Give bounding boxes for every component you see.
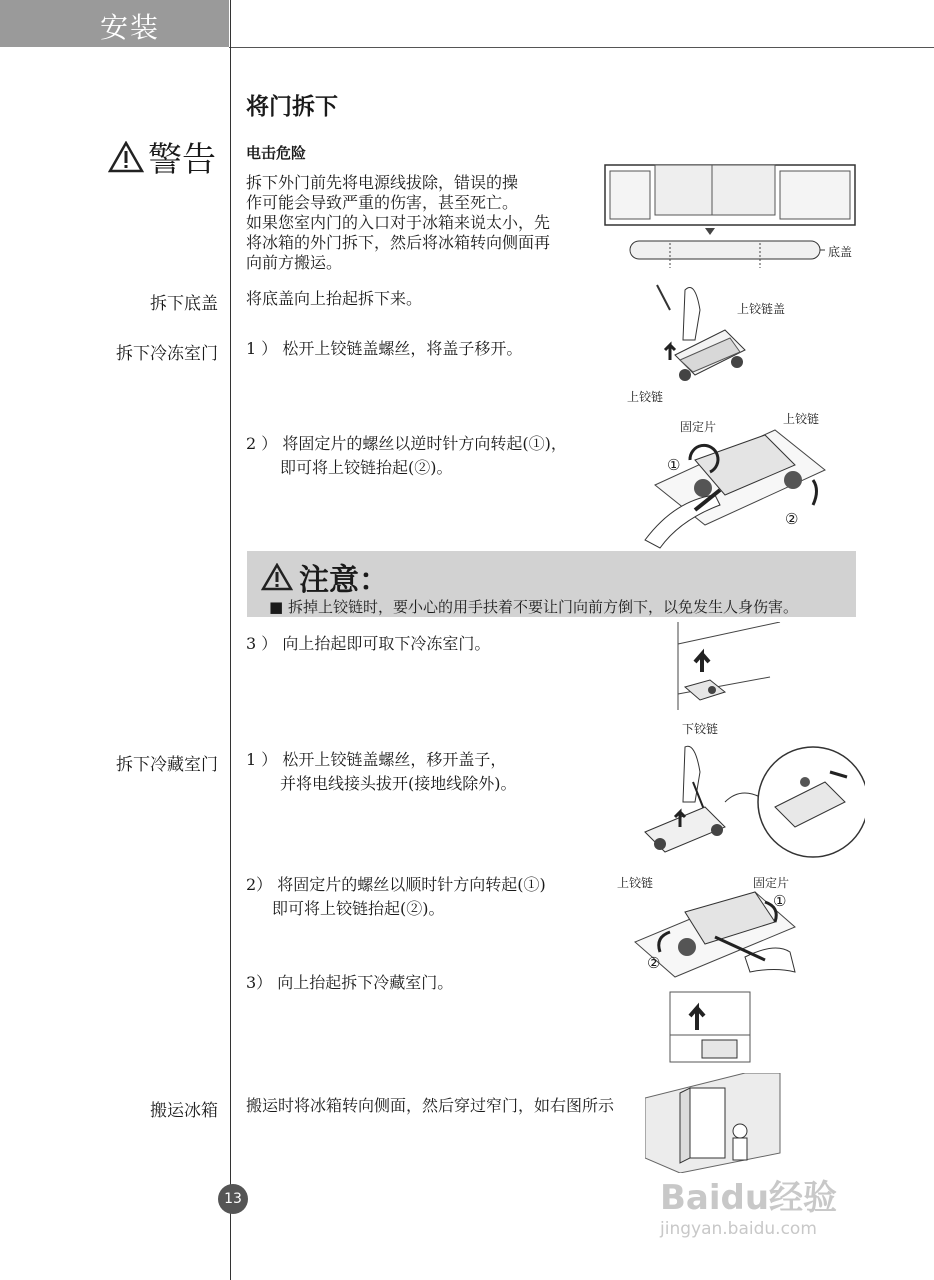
label-upper-hinge-1: 上铰链 [627,390,664,404]
margin-rule [230,0,231,1280]
caution-box [247,551,856,617]
page-title: 将门拆下 [246,94,338,120]
label-upper-hinge-3: 上铰链 [617,876,654,890]
warning-subhead: 电击危险 [246,144,307,162]
label-lower-hinge: 下铰链 [682,722,719,736]
section-title: 安装 [100,11,161,44]
freezer-label: 拆下冷冻室门 [116,344,218,364]
label-fixing-plate-1: 固定片 [680,420,717,434]
watermark [660,1170,837,1239]
fridge-step2-l1: 2） 将固定片的螺丝以顺时针方向转起(①) [246,875,546,894]
caution-text: ■ 拆掉上铰链时，要小心的用手扶着不要让门向前方倒下，以免发生人身伤害。 [269,598,798,616]
fridge-step2-l2: 即可将上铰链抬起(②)。 [272,899,445,918]
section-tab [0,0,229,47]
warning-heading [108,132,216,181]
hinge-cover-figure [625,280,805,404]
warning-text [246,173,550,273]
move-text: 搬运时将冰箱转向侧面，然后穿过窄门，如右图所示 [246,1096,615,1115]
header-rule [229,47,934,48]
fridge-step1-l2: 并将电线接头拔开(接地线除外)。 [280,774,517,793]
move-label: 搬运冰箱 [150,1101,218,1121]
remove-cover-label: 拆下底盖 [150,294,218,314]
warning-label: 警告 [148,140,216,180]
label-num2-b: ② [647,954,661,972]
label-upper-hinge-2: 上铰链 [783,412,820,426]
label-num2-a: ② [785,510,799,528]
fridge-step3: 3） 向上抬起拆下冷藏室门。 [246,973,454,992]
watermark-brand: Baidu经验 [660,1178,838,1218]
label-num1-a: ① [667,456,681,474]
warning-line: 将冰箱的外门拆下，然后将冰箱转向侧面再 [246,233,551,252]
warning-line: 向前方搬运。 [246,253,343,272]
connector-figure [625,742,865,867]
watermark-url: jingyan.baidu.com [660,1219,817,1239]
warning-line: 如果您室内门的入口对于冰箱来说太小，先 [246,213,551,232]
warning-line: 作可能会导致严重的伤害，甚至死亡。 [246,193,519,212]
hinge-lift-ccw-figure [635,410,835,550]
warning-line: 拆下外门前先将电源线拔除，错误的操 [246,173,519,192]
fridge-label: 拆下冷藏室门 [116,755,218,775]
lower-hinge-figure [650,622,790,736]
label-fixing-plate-2: 固定片 [753,876,790,890]
door-lift-figure [662,990,752,1065]
page-number: 13 [218,1184,248,1214]
hinge-lift-cw-figure [615,872,815,1002]
label-upper-hinge-cover: 上铰链盖 [737,302,786,316]
moving-figure [645,1073,785,1173]
caution-label: 注意： [299,563,389,598]
freezer-step1: 1 ） 松开上铰链盖螺丝，将盖子移开。 [246,339,523,358]
fridge-step1-l1: 1 ） 松开上铰链盖螺丝，移开盖子， [246,750,507,769]
label-bottom-cover: 底盖 [828,245,853,259]
freezer-step2-l1: 2 ） 将固定片的螺丝以逆时针方向转起(①)， [246,434,567,453]
warning-triangle-icon [108,141,144,173]
caution-triangle-icon [261,563,293,591]
remove-cover-text: 将底盖向上抬起拆下来。 [246,289,423,308]
freezer-step3: 3 ） 向上抬起即可取下冷冻室门。 [246,634,491,653]
bottom-cover-figure [600,163,860,273]
freezer-step2-l2: 即可将上铰链抬起(②)。 [280,458,453,477]
label-num1-b: ① [773,892,787,910]
caution-heading [261,555,389,599]
